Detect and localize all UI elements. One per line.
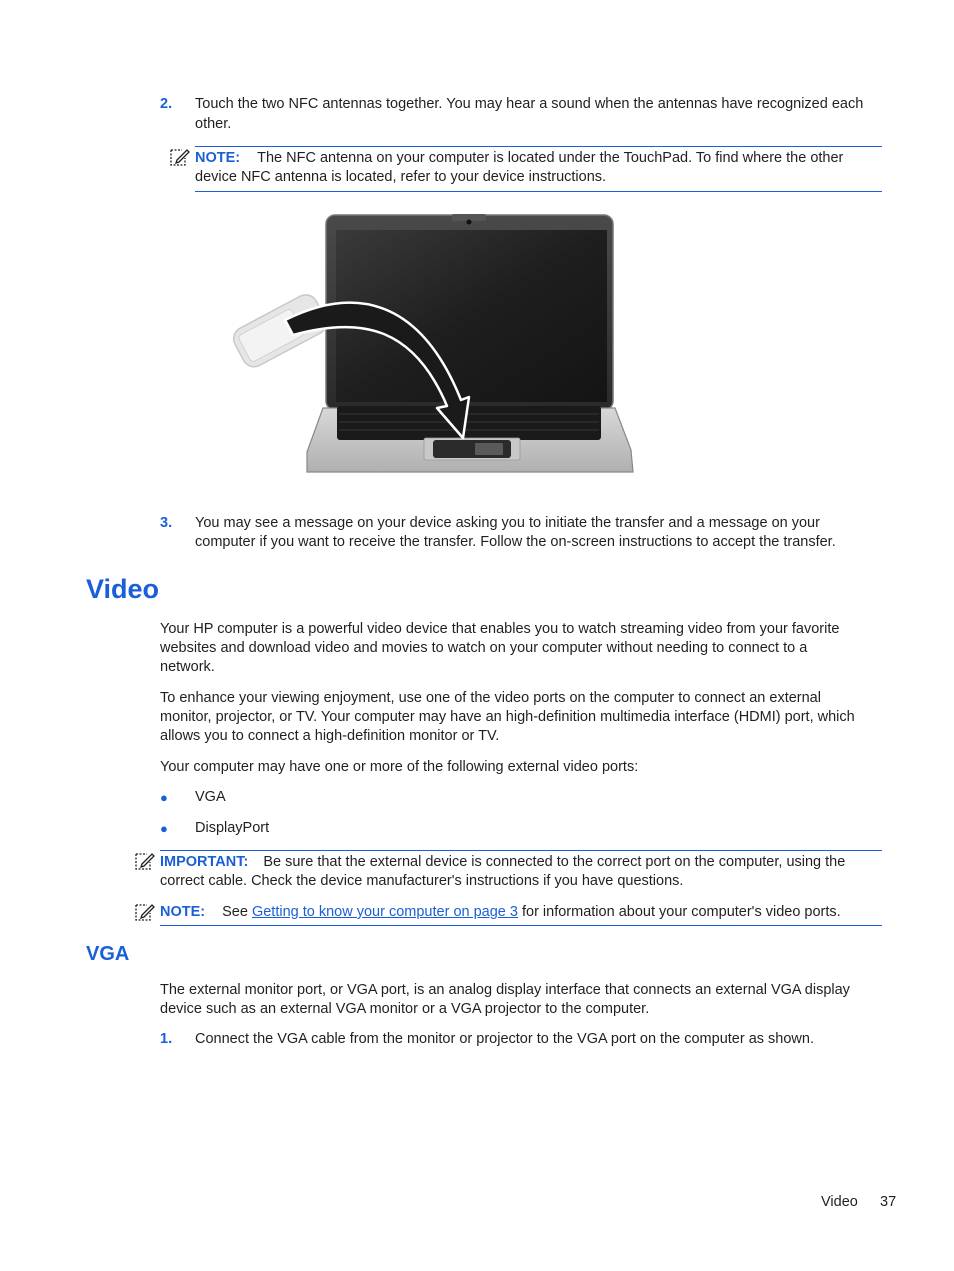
- step-line: You may see a message on your device asking you to initiate the transfer and a message on your: [195, 515, 820, 531]
- para-line: monitor, projector, or TV. Your computer may have an high-definition multimedia interface (HDMI) port, which: [160, 709, 855, 725]
- step-text: [195, 514, 885, 552]
- important-line: correct cable. Check the device manufacturer's instructions if you have questions.: [160, 873, 684, 889]
- vga-paragraph: [160, 981, 890, 1019]
- section-heading-video: Video: [86, 574, 160, 604]
- bullet-dot: ●: [160, 821, 168, 836]
- para-line: device such as an external VGA monitor or a VGA projector to the computer.: [160, 1001, 650, 1017]
- footer-section-label: Video: [821, 1194, 858, 1210]
- note-line: The NFC antenna on your computer is located under the TouchPad. To find where the other: [257, 150, 844, 166]
- page-number: 37: [880, 1194, 897, 1210]
- laptop-camera: [467, 220, 472, 225]
- video-paragraph-2: [160, 689, 890, 746]
- note-label: NOTE:: [160, 904, 206, 920]
- note-pencil-icon: [134, 902, 156, 922]
- para-line: To enhance your viewing enjoyment, use one of the video ports on the computer to connect an external: [160, 690, 821, 706]
- important-line: Be sure that the external device is connected to the correct port on the computer, using the: [263, 854, 846, 870]
- step-line: other.: [195, 116, 232, 132]
- note-pencil-icon: [169, 147, 191, 167]
- para-line: websites and download video and movies to watch on your computer without needing to connect to a: [160, 640, 808, 656]
- bullet-dot: ●: [160, 790, 168, 805]
- para-line: network.: [160, 659, 215, 675]
- section-heading-vga: VGA: [86, 943, 130, 965]
- note-pre: See: [222, 904, 252, 920]
- video-paragraph-1: [160, 620, 890, 677]
- step-text: Connect the VGA cable from the monitor or projector to the VGA port on the computer as shown.: [195, 1031, 814, 1047]
- para-line: allows you to connect a high-definition monitor or TV.: [160, 728, 500, 744]
- note-label: NOTE:: [195, 150, 241, 166]
- note-post: for information about your computer's video ports.: [517, 904, 841, 920]
- getting-to-know-link[interactable]: Getting to know your computer on page 3: [251, 904, 518, 920]
- note-text: [195, 149, 882, 187]
- step-text: [195, 95, 885, 134]
- step-number: 1.: [160, 1031, 173, 1047]
- note2-text: [160, 903, 882, 922]
- step-line: Touch the two NFC antennas together. You may hear a sound when the antennas have recognized each: [195, 96, 864, 112]
- para-line: Your HP computer is a powerful video device that enables you to watch streaming video from your favorite: [160, 621, 840, 637]
- para-line: The external monitor port, or VGA port, is an analog display interface that connects an external VGA display: [160, 982, 850, 998]
- step-line: computer if you want to receive the transfer. Follow the on-screen instructions to accept the transfer.: [195, 534, 836, 550]
- step-number: 3.: [160, 515, 173, 531]
- bullet-item-displayport: DisplayPort: [195, 820, 270, 836]
- important-pencil-icon: [134, 851, 156, 871]
- note2-bottom-rule: [160, 925, 882, 926]
- step-number: 2.: [160, 96, 173, 112]
- important-text: [160, 853, 882, 891]
- important-label: IMPORTANT:: [160, 854, 249, 870]
- laptop-keyboard: [337, 406, 601, 440]
- note-line: device NFC antenna is located, refer to your device instructions.: [195, 169, 607, 185]
- video-paragraph-3: Your computer may have one or more of the following external video ports:: [160, 759, 639, 775]
- nfc-laptop-illustration: [215, 210, 645, 485]
- bullet-item-vga: VGA: [195, 789, 226, 805]
